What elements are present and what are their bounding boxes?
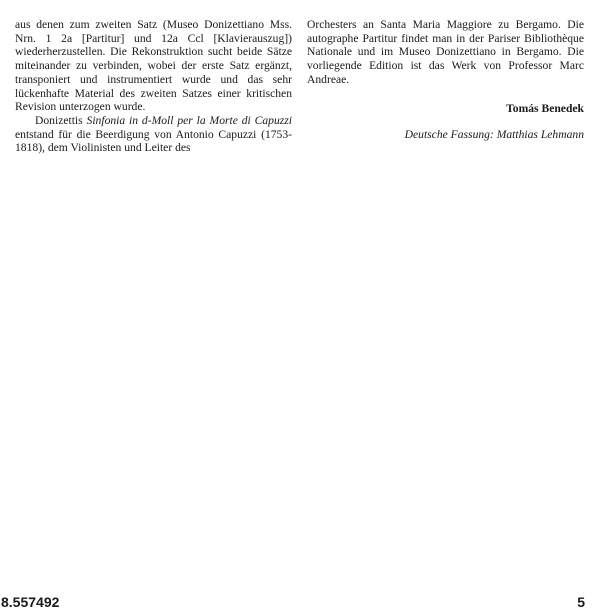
author-signature: Tomás Benedek: [506, 101, 584, 115]
catalog-number: 8.557492: [1, 594, 60, 610]
right-text-column: [307, 18, 584, 142]
left-text-column: [15, 18, 292, 155]
paragraph-reconstruction: aus denen zum zweiten Satz (Museo Donizettiano Mss. Nrn. 1 2a [Partitur] und 12a Ccl [Klavierauszug]) wiederherzustellen. Die Rekonstruktion sucht beide Sätze miteinander zu verbinden, wobei der erste Satz ergänzt, transponiert und instrumentiert wurde und das sehr lückenhafte Material des zweiten Satzes einer kritischen Revision unterzogen wurde.: [15, 18, 292, 114]
page-number: 5: [577, 594, 585, 610]
paragraph-sinfonia-start: Donizettis: [35, 113, 87, 127]
translation-credit: Deutsche Fassung: Matthias Lehmann: [404, 128, 584, 142]
paragraph-orchestra: Orchesters an Santa Maria Maggiore zu Bergamo. Die autographe Partitur findet man in der Pariser Bibliothèque Nationale und im Museo Donizettiano in Bergamo. Die vorliegende Edition ist das Werk von Professor Marc Andreae.: [307, 18, 584, 86]
paragraph-sinfonia-end: entstand für die Beerdigung von Antonio Capuzzi (1753-1818), dem Violinisten und Leiter des: [15, 127, 292, 155]
paragraph-sinfonia: [15, 114, 292, 155]
work-title: Sinfonia in d-Moll per la Morte di Capuzzi: [86, 113, 293, 127]
